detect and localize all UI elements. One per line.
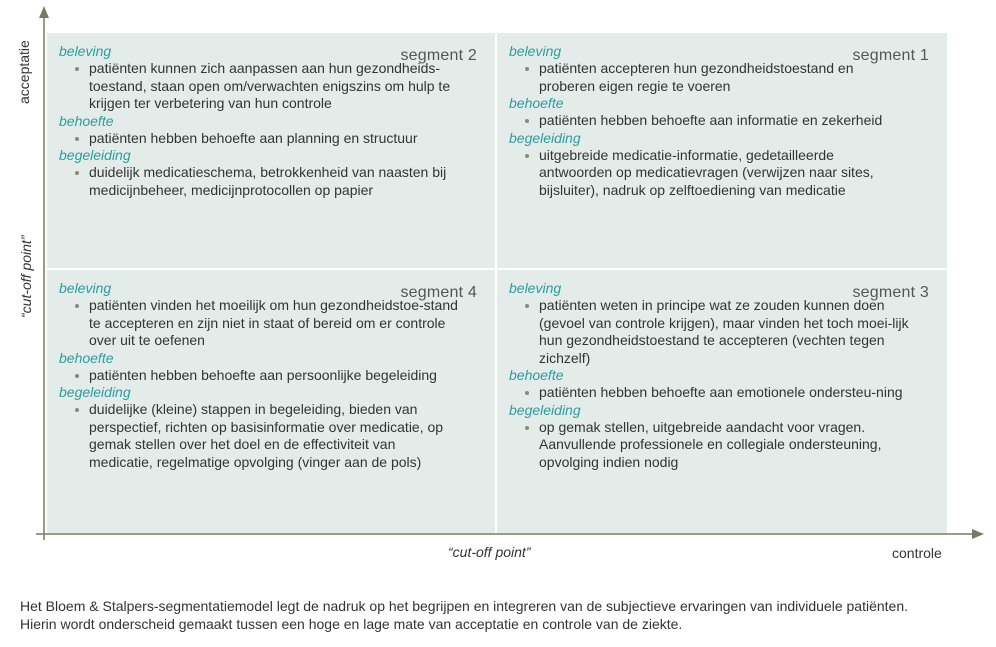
segment-title: segment 2 <box>400 47 477 64</box>
segment-title: segment 1 <box>852 47 929 64</box>
bullet-item: uitgebreide medicatie-informatie, gedetailleerde antwoorden op medicatievragen (verwijzen naar sites, bijsluiter), nadruk op zelftoediening van medicatie <box>539 147 884 200</box>
segment-title: segment 3 <box>852 284 929 301</box>
bullet-item: op gemak stellen, uitgebreide aandacht voor vragen. Aanvullende professionele en collegiale ondersteuning, opvolging indien nodig <box>539 419 909 472</box>
section-heading-behoefte: behoefte <box>59 349 114 366</box>
segment-title: segment 4 <box>400 284 477 301</box>
section-heading-beleving: beleving <box>509 280 562 296</box>
caption-line-2: Hierin wordt onderscheid gemaakt tussen een hoge en lage mate van acceptatie en controle van de ziekte. <box>20 616 683 632</box>
section-heading-beleving: beleving <box>59 43 112 59</box>
bullet-item: patiënten weten in principe wat ze zouden kunnen doen (gevoel van controle krijgen), maar vinden het toch moei-lijk hun gezondheidstoestand te accepteren (vechten tegen zichzelf) <box>539 297 919 367</box>
y-axis-arrowhead <box>39 6 49 18</box>
section-heading-begeleiding: begeleiding <box>59 384 131 400</box>
x-cutoff-label: “cut-off point” <box>448 544 531 560</box>
bullet-item: duidelijke (kleine) stappen in begeleiding, bieden van perspectief, richten op basisinformatie over medicatie, op gemak stellen over het doel en de effectiviteit van medicatie, regelmatige opvolging (vinger aan de pols) <box>89 401 454 471</box>
bullet-item: patiënten accepteren hun gezondheidstoestand en proberen eigen regie te voeren <box>539 60 879 95</box>
section-heading-behoefte: behoefte <box>509 367 564 383</box>
y-axis-label: acceptatie <box>16 40 32 104</box>
section-heading-behoefte: behoefte <box>509 95 564 111</box>
segment-3-quadrant <box>497 270 947 533</box>
bullet-item: duidelijk medicatieschema, betrokkenheid van naasten bij medicijnbeheer, medicijnprotocollen op papier <box>89 164 454 199</box>
segment-2-quadrant <box>47 33 495 268</box>
section-heading-behoefte: behoefte <box>59 112 114 129</box>
section-heading-beleving: beleving <box>509 43 562 59</box>
bullet-item: patiënten hebben behoefte aan planning en structuur <box>89 130 485 148</box>
figure-caption <box>20 597 988 633</box>
section-heading-begeleiding: begeleiding <box>59 147 131 163</box>
y-cutoff-label: “cut-off point” <box>18 235 34 318</box>
caption-line-1: Het Bloem & Stalpers-segmentatiemodel legt de nadruk op het begrijpen en integreren van de subjectieve ervaringen van individuele patiënten. <box>20 598 909 614</box>
bullet-item: patiënten hebben behoefte aan persoonlijke begeleiding <box>89 367 485 385</box>
bullet-item: patiënten vinden het moeilijk om hun gezondheidstoe-stand te accepteren en zijn niet in staat of bereid om er controle over uit te oefenen <box>89 297 461 350</box>
bullet-item: patiënten kunnen zich aanpassen aan hun gezondheids-toestand, staan open om/verwachten enigszins om hulp te krijgen ter verbetering van hun controle <box>89 60 464 113</box>
section-heading-beleving: beleving <box>59 280 112 296</box>
x-axis-arrowhead <box>972 529 984 539</box>
section-heading-begeleiding: begeleiding <box>509 129 581 146</box>
section-heading-begeleiding: begeleiding <box>509 401 581 418</box>
segment-1-quadrant <box>497 33 947 268</box>
bullet-item: patiënten hebben behoefte aan informatie en zekerheid <box>539 112 937 130</box>
segment-4-quadrant <box>47 270 495 533</box>
x-axis-label: controle <box>892 545 942 561</box>
bullet-item: patiënten hebben behoefte aan emotionele ondersteu-ning <box>539 384 909 402</box>
